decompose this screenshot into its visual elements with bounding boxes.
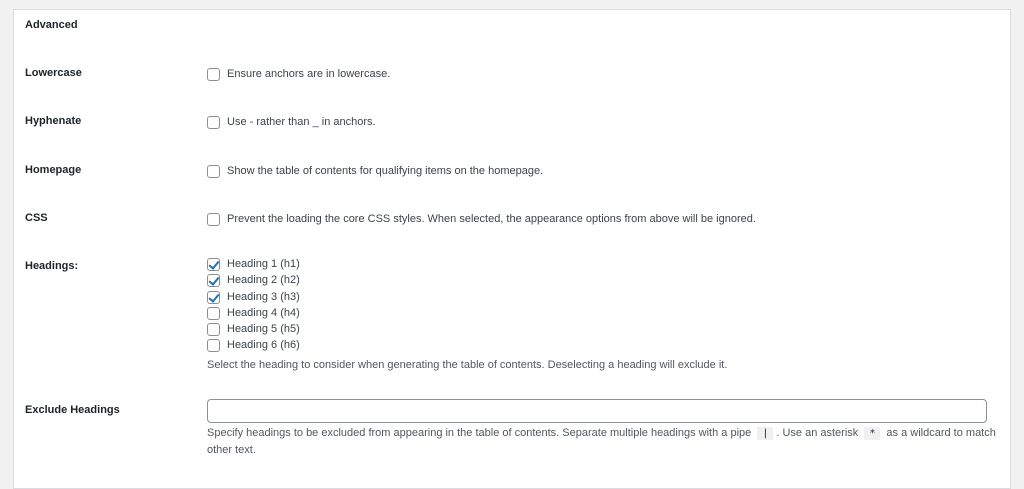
section-title: Advanced [25, 19, 78, 31]
heading-4-option[interactable] [207, 305, 300, 321]
heading-1-checkbox[interactable] [207, 258, 220, 271]
hyphenate-option-text: Use - rather than _ in anchors. [227, 116, 376, 128]
exclude-headings-label: Exclude Headings [25, 404, 120, 416]
hyphenate-option[interactable] [207, 114, 376, 130]
heading-6-text: Heading 6 (h6) [227, 339, 300, 351]
heading-5-option[interactable] [207, 321, 300, 337]
advanced-settings-panel [13, 9, 1011, 489]
heading-2-checkbox[interactable] [207, 274, 220, 287]
headings-description: Select the heading to consider when generating the table of contents. Deselecting a heading will exclude it. [207, 359, 728, 371]
homepage-label: Homepage [25, 164, 82, 176]
exclude-headings-input[interactable] [207, 399, 987, 423]
heading-5-checkbox[interactable] [207, 323, 220, 336]
lowercase-label: Lowercase [25, 67, 82, 79]
heading-3-checkbox[interactable] [207, 291, 220, 304]
heading-3-text: Heading 3 (h3) [227, 291, 300, 303]
css-option[interactable] [207, 211, 756, 227]
heading-5-text: Heading 5 (h5) [227, 323, 300, 335]
heading-4-checkbox[interactable] [207, 307, 220, 320]
lowercase-checkbox[interactable] [207, 68, 220, 81]
hyphenate-checkbox[interactable] [207, 116, 220, 129]
heading-1-text: Heading 1 (h1) [227, 258, 300, 270]
heading-1-option[interactable] [207, 256, 300, 272]
exclude-desc-part1: Specify headings to be excluded from appearing in the table of contents. Separate multiple headings with a pipe [207, 427, 752, 439]
exclude-desc-part3: as a wildcard to match other text. [207, 427, 996, 456]
heading-6-checkbox[interactable] [207, 339, 220, 352]
pipe-code: | [757, 427, 773, 440]
homepage-option[interactable] [207, 163, 543, 179]
heading-4-text: Heading 4 (h4) [227, 307, 300, 319]
exclude-headings-description [207, 425, 997, 459]
lowercase-option[interactable] [207, 66, 390, 82]
css-checkbox[interactable] [207, 213, 220, 226]
heading-6-option[interactable] [207, 337, 300, 353]
homepage-checkbox[interactable] [207, 165, 220, 178]
homepage-option-text: Show the table of contents for qualifying items on the homepage. [227, 165, 544, 177]
asterisk-code: * [864, 427, 880, 440]
exclude-desc-part2: . Use an asterisk [776, 427, 859, 439]
heading-2-text: Heading 2 (h2) [227, 274, 300, 286]
hyphenate-label: Hyphenate [25, 115, 82, 127]
css-label: CSS [25, 212, 48, 224]
lowercase-option-text: Ensure anchors are in lowercase. [227, 68, 391, 80]
css-option-text: Prevent the loading the core CSS styles. When selected, the appearance options from above will be ignored. [227, 213, 756, 225]
heading-2-option[interactable] [207, 272, 300, 288]
heading-3-option[interactable] [207, 289, 300, 305]
headings-label: Headings: [25, 260, 79, 272]
